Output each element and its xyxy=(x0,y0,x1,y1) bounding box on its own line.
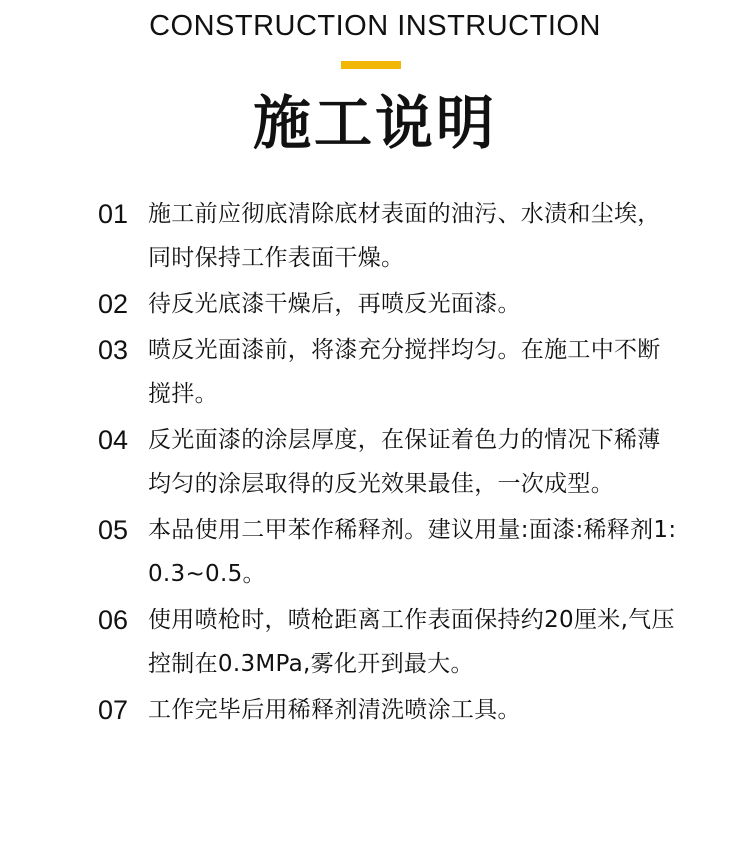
step-number: 05 xyxy=(98,515,129,545)
step-text: 反光面漆的涂层厚度，在保证着色力的情况下稀薄均匀的涂层取得的反光效果最佳，一次成型。 xyxy=(148,427,661,497)
step-number: 01 xyxy=(98,199,129,229)
instruction-item-04 xyxy=(98,418,678,506)
step-number: 07 xyxy=(98,695,129,725)
page-title: 施工说明 xyxy=(252,89,497,157)
instruction-item-07 xyxy=(98,688,678,732)
instruction-item-01 xyxy=(98,192,678,280)
instruction-item-02 xyxy=(98,282,678,326)
step-text: 喷反光面漆前，将漆充分搅拌均匀。在施工中不断搅拌。 xyxy=(148,337,661,407)
step-number: 06 xyxy=(98,605,129,635)
instruction-item-05 xyxy=(98,508,678,596)
instruction-item-03 xyxy=(98,328,678,416)
step-text: 工作完毕后用稀释剂清洗喷涂工具。 xyxy=(148,697,521,723)
step-text: 本品使用二甲苯作稀释剂。建议用量:面漆:稀释剂1: 0.3~0.5。 xyxy=(148,517,677,587)
step-text: 待反光底漆干燥后，再喷反光面漆。 xyxy=(148,291,521,317)
step-number: 03 xyxy=(98,335,129,365)
step-text: 施工前应彻底清除底材表面的油污、水渍和尘埃，同时保持工作表面干燥。 xyxy=(148,201,661,271)
step-number: 04 xyxy=(98,425,129,455)
step-number: 02 xyxy=(98,289,129,319)
accent-bar xyxy=(341,61,401,69)
instruction-item-06 xyxy=(98,598,678,686)
instruction-list xyxy=(98,192,678,734)
english-title: CONSTRUCTION INSTRUCTION xyxy=(149,10,601,42)
step-text: 使用喷枪时，喷枪距离工作表面保持约20厘米,气压控制在0.3MPa,雾化开到最大。 xyxy=(148,607,675,677)
